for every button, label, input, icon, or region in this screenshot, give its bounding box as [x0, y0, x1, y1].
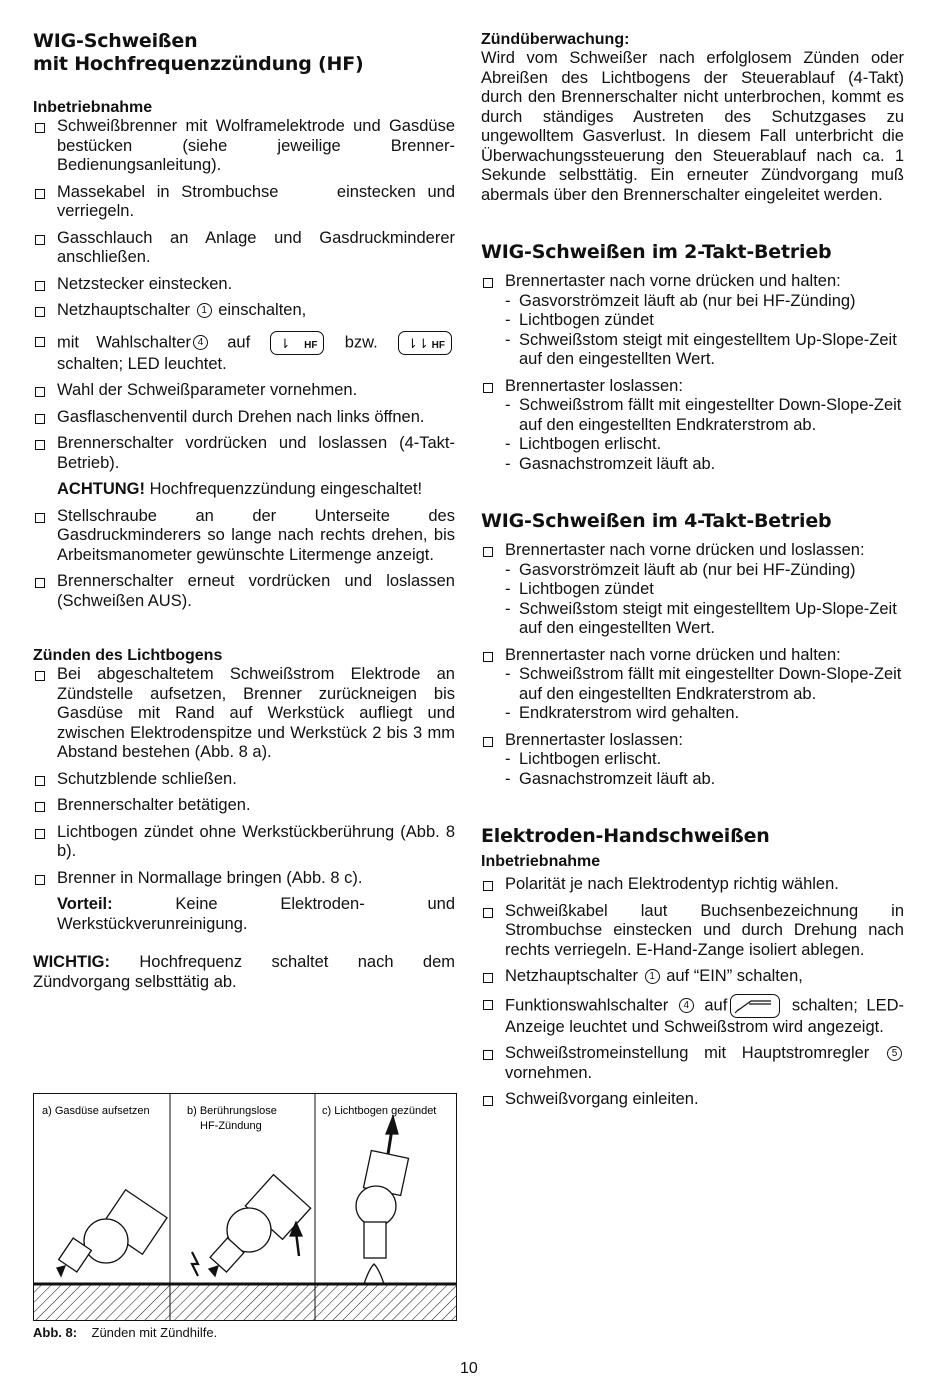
- list-item: Lichtbogen zündet ohne Werkstückberührung (Abb. 8 b).: [33, 823, 455, 862]
- list-item: Schweißstromeinstellung mit Hauptstromregler 5 vornehmen.: [481, 1044, 904, 1083]
- figure-abb8: [33, 1093, 457, 1321]
- panel-a-label: a) Gasdüse aufsetzen: [42, 1105, 150, 1117]
- list-item: Netzhauptschalter 1 auf “EIN” schalten,: [481, 967, 904, 987]
- section-title-4takt: WIG-Schweißen im 4-Takt-Betrieb: [481, 510, 832, 532]
- hf-2takt-icon: ⇂ HF: [270, 331, 324, 355]
- torch-b-icon: [192, 1175, 311, 1276]
- panel-b-label-2: HF-Zündung: [200, 1120, 262, 1132]
- list-item: Netzhauptschalter 1 einschalten,: [33, 301, 455, 321]
- sub-item: - Schweißstom steigt mit eingestelltem Up-Slope-Zeit auf den eingestellten Wert.: [505, 331, 904, 370]
- list-item: Gasflaschenventil durch Drehen nach links öffnen.: [33, 408, 455, 428]
- sub-item: - Gasvorströmzeit läuft ab (nur bei HF-Zünding): [505, 292, 904, 312]
- circle-number: 4: [679, 998, 694, 1013]
- vorteil-note: Vorteil: Keine Elektroden- und Werkstückverunreinigung.: [57, 895, 455, 933]
- list-item: Schutzblende schließen.: [33, 770, 455, 790]
- torch-c-icon: [356, 1116, 409, 1284]
- list-item: Brennerschalter vordrücken und loslassen (4-Takt-Betrieb).: [33, 434, 455, 473]
- ignition-diagram: [34, 1094, 456, 1320]
- circle-number: 4: [193, 335, 208, 350]
- list-item: Bei abgeschaltetem Schweißstrom Elektrode an Zündstelle aufsetzen, Brenner zurückneigen bis Gasdüse mit Rand auf Werkstück aufliegt und zwischen Elektrodenspitze und Werkstück 2 bis 3 mm Abstand bestehen (Abb. 8 a).: [33, 665, 455, 763]
- achtung-note: ACHTUNG! Hochfrequenzzündung eingeschaltet!: [57, 480, 423, 498]
- list-item: Wahl der Schweißparameter vornehmen.: [33, 381, 455, 401]
- wichtig-note: WICHTIG: Hochfrequenz schaltet nach dem Zündvorgang selbsttätig ab.: [33, 953, 455, 991]
- list-item: Brennerschalter erneut vordrücken und loslassen (Schweißen AUS).: [33, 572, 455, 611]
- list-item: Polarität je nach Elektrodentyp richtig wählen.: [481, 875, 904, 895]
- list-item: Brennertaster nach vorne drücken und halten: - Schweißstrom fällt mit eingestellter Down-Slope-Zeit auf den eingestellten Endkraterstrom ab. - Endkraterstrom wird gehalten.: [481, 646, 904, 724]
- sub-item: - Lichtbogen erlischt.: [505, 435, 904, 455]
- list-item: Brenner in Normallage bringen (Abb. 8 c).: [33, 869, 455, 889]
- list-item: Schweißbrenner mit Wolframelektrode und Gasdüse bestücken (siehe jeweilige Brenner-Bedienungsanleitung).: [33, 117, 455, 176]
- zuenden-list: [33, 665, 455, 888]
- list-item: Massekabel in Strombuchse einstecken und verriegeln.: [33, 183, 455, 222]
- list-item: Stellschraube an der Unterseite des Gasdruckminderers so lange nach rechts drehen, bis Arbeitsmanometer gewünschte Litermenge anzeigt.: [33, 507, 455, 566]
- section-title-hf: WIG-Schweißen mit Hochfrequenzzündung (HF): [33, 30, 364, 75]
- sub-item: - Endkraterstrom wird gehalten.: [505, 704, 904, 724]
- sub-item: - Gasvorströmzeit läuft ab (nur bei HF-Zünding): [505, 561, 904, 581]
- sub-item: - Lichtbogen zündet: [505, 580, 904, 600]
- sub-item: - Gasnachstromzeit läuft ab.: [505, 770, 904, 790]
- circle-number: 5: [887, 1046, 902, 1061]
- list-item: Brennertaster nach vorne drücken und loslassen: - Gasvorströmzeit läuft ab (nur bei HF-Zünding) - Lichtbogen zündet - Schweißstom steigt mit eingestelltem Up-Slope-Zeit auf den eingestellten Wert.: [481, 541, 904, 639]
- inbetriebnahme-list: [33, 117, 460, 473]
- circle-number: 1: [645, 969, 660, 984]
- circle-number: 1: [197, 303, 212, 318]
- figure-caption: Abb. 8: Zünden mit Zündhilfe.: [33, 1325, 218, 1340]
- sub-item: - Gasnachstromzeit läuft ab.: [505, 455, 904, 475]
- sub-item: - Schweißstom steigt mit eingestelltem Up-Slope-Zeit auf den eingestellten Wert.: [505, 600, 904, 639]
- right-column: [481, 30, 904, 1117]
- sub-item: - Schweißstrom fällt mit eingestellter Down-Slope-Zeit auf den eingestellten Endkraterstrom ab.: [505, 396, 904, 435]
- list-item: Netzstecker einstecken.: [33, 275, 455, 295]
- hf-4takt-icon: ⇂⇂ HF: [398, 331, 452, 355]
- zuendueberwachung-text: Wird vom Schweißer nach erfolglosem Zünden oder Abreißen des Lichtbogens der Steuerablauf (4-Takt) durch den Brennerschalter nicht unterbrochen, kommt es durch ständiges Austreten des Schutzgases zu ungewolltem Gasverlust. In diesem Fall unterbricht die Überwachungssteuerung den Steuerablauf nach ca. 1 Sekunde selbsttätig. Ein erneuter Zündvorgang muß abermals über den Brennerschalter eingeleitet werden.: [481, 49, 904, 204]
- page-number: 10: [460, 1360, 478, 1377]
- sub-item: - Lichtbogen erlischt.: [505, 750, 904, 770]
- section-title-2takt: WIG-Schweißen im 2-Takt-Betrieb: [481, 241, 832, 263]
- list-item: Gasschlauch an Anlage und Gasdruckminderer anschließen.: [33, 229, 455, 268]
- list-item: Brennertaster loslassen: - Lichtbogen erlischt. - Gasnachstromzeit läuft ab.: [481, 731, 904, 790]
- section-title-elektroden: Elektroden-Handschweißen: [481, 825, 770, 847]
- list-item: mit Wahlschalter 4 auf ⇂ HF bzw. ⇂⇂ HF schalten; LED leuchtet.: [33, 331, 455, 375]
- inbetriebnahme-heading: Inbetriebnahme: [33, 99, 153, 116]
- electrode-holder-icon: [730, 994, 780, 1018]
- panel-c-label: c) Lichtbogen gezündet: [322, 1105, 437, 1117]
- sub-item: - Lichtbogen zündet: [505, 311, 904, 331]
- list-item: Brennerschalter betätigen.: [33, 796, 455, 816]
- e-inbetriebnahme-heading: Inbetriebnahme: [481, 853, 601, 870]
- list-item: Schweißvorgang einleiten.: [481, 1090, 904, 1110]
- list-item: Brennertaster nach vorne drücken und halten: - Gasvorströmzeit läuft ab (nur bei HF-Zünding) - Lichtbogen zündet - Schweißstom steigt mit eingestelltem Up-Slope-Zeit auf den eingestellten Wert.: [481, 272, 904, 370]
- zuenden-heading: Zünden des Lichtbogens: [33, 647, 223, 664]
- panel-b-label: b) Berührungslose: [187, 1105, 277, 1117]
- list-item: Funktionswahlschalter 4 auf schalten; LED-Anzeige leuchtet und Schweißstrom wird angezeigt.: [481, 994, 904, 1038]
- left-column: [33, 30, 460, 992]
- list-item: Brennertaster loslassen: - Schweißstrom fällt mit eingestellter Down-Slope-Zeit auf den eingestellten Endkraterstrom ab. - Lichtbogen erlischt. - Gasnachstromzeit läuft ab.: [481, 377, 904, 475]
- torch-a-icon: [57, 1190, 167, 1276]
- zuendueberwachung-heading: Zündüberwachung:: [481, 31, 630, 48]
- list-item: Schweißkabel laut Buchsenbezeichnung in Strombuchse einstecken und durch Drehung nach rechts verriegeln. E-Hand-Zange isoliert ablegen.: [481, 902, 904, 961]
- sub-item: - Schweißstrom fällt mit eingestellter Down-Slope-Zeit auf den eingestellten Endkraterstrom ab.: [505, 665, 904, 704]
